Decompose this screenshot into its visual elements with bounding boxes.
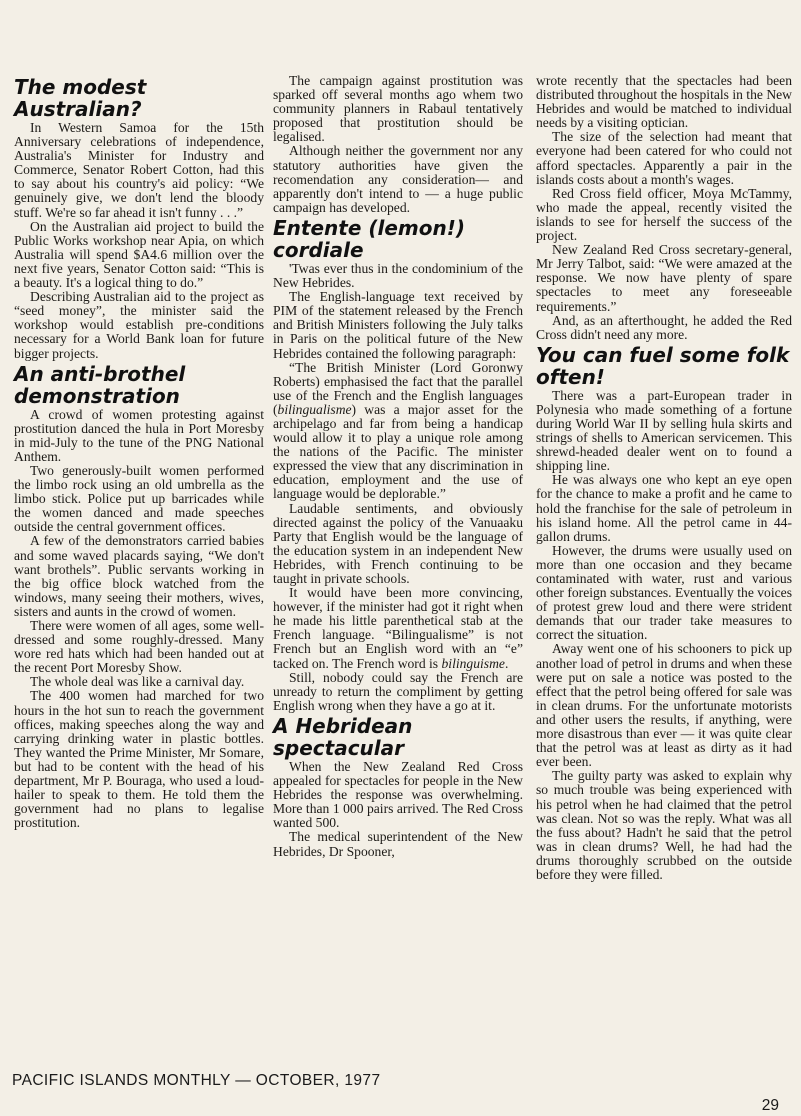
headline-anti-brothel: An anti-brothel demonstration — [14, 361, 186, 408]
page-number: 29 — [761, 1097, 779, 1114]
text-run: It would have been more convincing, however, if the minister had got it right when he made his little parenthetical stab at the French language. “Bilingualisme” is not French but an English word with an “e” tacked on. The French word is — [273, 585, 523, 671]
paragraph: Two generously-built women performed the limbo rock using an old umbrella as the limbo stick. Police put up barricades while the women danced and made speeches outside the central government offices. — [14, 462, 264, 535]
italic-term: bilingualisme — [277, 401, 352, 417]
paragraph: He was always one who kept an eye open for the chance to make a profit and he came to hold the franchise for the sale of petroleum in his island home. All the petrol came in 44-gallon drums. — [536, 472, 792, 544]
paragraph: The English-language text received by PIM of the statement released by the French and British Ministers following the July talks in Paris on the political future of the New Hebrides contained the following paragraph: — [273, 289, 523, 361]
magazine-page — [14, 74, 794, 1074]
paragraph: Describing Australian aid to the project as “seed money”, the minister said the workshop would establish pre-conditions necessary for a World Bank loan for future bigger projects. — [14, 289, 264, 361]
headline-hebridean-spectacular: A Hebridean spectacular — [273, 713, 413, 760]
column-1 — [14, 74, 264, 830]
paragraph: Red Cross field officer, Moya McTammy, who made the appeal, recently visited the islands to see for herself the success of the project. — [536, 185, 792, 244]
text-run: ) was a major asset for the archipelago and far from being a handicap would allow it to play a unique role among the nations of the Pacific. The minister expressed the view that any discrimination in education, employment and the use of language would be deplorable.” — [273, 401, 523, 502]
paragraph: The medical superintendent of the New Hebrides, Dr Spooner, — [273, 829, 523, 859]
text-run: . — [504, 655, 509, 671]
column-2 — [273, 74, 523, 859]
paragraph: And, as an afterthought, he added the Red Cross didn't need any more. — [536, 312, 792, 342]
paragraph: The campaign against prostitution was sparked off several months ago whem two community planners in Rabaul tentatively proposed that prostitution should be legalised. — [273, 73, 523, 145]
paragraph — [273, 361, 523, 502]
paragraph: The whole deal was like a carnival day. — [30, 674, 245, 690]
paragraph: There were women of all ages, some well-dressed and some roughly-dressed. Many wore red hats which had been handed out at the recent Port Moresby Show. — [14, 618, 264, 676]
paragraph: On the Australian aid project to build the Public Works workshop near Apia, on which Australia will spend $A4.6 million over the next five years, Senator Cotton said: “This is a beauty. It's a logical thing to do.” — [14, 218, 264, 291]
headline-entente-cordiale: Entente (lemon!) cordiale — [273, 215, 465, 262]
paragraph: Although neither the government nor any statutory authorities have given the recomendation any consideration— and apparently don't intend to — a huge public campaign has developed. — [273, 143, 523, 215]
paragraph: New Zealand Red Cross secretary-general, Mr Jerry Talbot, said: “We were amazed at the response. We now have plenty of spare spectacles to meet any foreseeable requirements.” — [536, 242, 792, 314]
paragraph: 'Twas ever thus in the condominium of the New Hebrides. — [273, 260, 523, 291]
headline-fuel-folk: You can fuel some folk often! — [536, 342, 790, 389]
paragraph: Laudable sentiments, and obviously directed against the policy of the Vanuaaku Party that English would be the language of the education system in an independent New Hebrides, with French continuing to be taught in private schools. — [273, 500, 523, 586]
paragraph: The 400 women had marched for two hours in the hot sun to reach the government offices, making speeches along the way and carrying drinking water in plastic bottles. They wanted the Prime Minister, Mr Somare, but had to be content with the head of his department, Mr P. Bouraga, who used a loud-hailer to speak to them. He told them the government had no plans to legalise prostitution. — [14, 688, 264, 831]
italic-term: bilinguisme — [441, 655, 505, 671]
paragraph: In Western Samoa for the 15th Anniversary celebrations of independence, Australia's Minister for Industry and Commerce, Senator Robert Cotton, had this to say about his country's aid policy: “We genuinely give, we don't lend the bloody stuff. We're so far ahead it isn't funny . . .” — [14, 120, 264, 220]
paragraph: A crowd of women protesting against prostitution danced the hula in Port Moresby in mid-July to the tune of the PNG National Anthem. — [14, 406, 264, 464]
paragraph: The size of the selection had meant that everyone had been catered for who could not afford spectacles. Apparently a pair in the islands costs about a month's wages. — [536, 129, 792, 187]
headline-modest-australian: The modest Australian? — [14, 75, 147, 121]
paragraph: There was a part-European trader in Polynesia who made something of a fortune during World War II by selling hula skirts and strings of shells to American servicemen. This shrewd-headed dealer went on to found a shipping line. — [536, 387, 792, 474]
paragraph: However, the drums were usually used on more than one occasion and they became contaminated with water, rust and various other foreign substances. Eventually the voices of protest grew loud and there were strident demands that our trader take measures to correct the situation. — [536, 542, 792, 643]
paragraph: The guilty party was asked to explain why so much trouble was being experienced with his petrol when he had claimed that the petrol was clean. Not so was the reply. What was all the fuss about? Hadn't he said that the petrol was in clean drums? Well, he had had the drums thoroughly scrubbed on the outside before they were filled. — [536, 768, 792, 882]
paragraph: wrote recently that the spectacles had been distributed throughout the hospitals in the New Hebrides and would be matched to individual needs by a visiting optician. — [536, 73, 792, 131]
text-run: “The British Minister (Lord Goronwy Roberts) emphasised the fact that the parallel use of the French and the English languages ( — [273, 359, 523, 417]
paragraph: Away went one of his schooners to pick up another load of petrol in drums and when these were put on sale a notice was posted to the effect that the petrol being offered for sale was in clean drums. For the unfortunate motorists and other users the results, if anything, were more disastrous than ever — it was quite clear that the petrol was at least as dirty as it had ever been. — [536, 641, 792, 770]
paragraph: A few of the demonstrators carried babies and some waved placards saying, “We don't want brothels”. Public servants working in the big office block watched from the windows, many seeing their mothers, wives, sisters and aunts in the crowd of women. — [14, 533, 264, 619]
paragraph: When the New Zealand Red Cross appealed for spectacles for people in the New Hebrides the response was overwhelming. More than 1 000 pairs arrived. The Red Cross wanted 500. — [273, 758, 523, 831]
paragraph: Still, nobody could say the French are unready to return the compliment by getting English wrong when they have a go at it. — [273, 669, 523, 713]
column-3 — [536, 74, 792, 882]
footer-publication: PACIFIC ISLANDS MONTHLY — OCTOBER, 1977 — [12, 1072, 381, 1089]
paragraph — [273, 586, 523, 671]
